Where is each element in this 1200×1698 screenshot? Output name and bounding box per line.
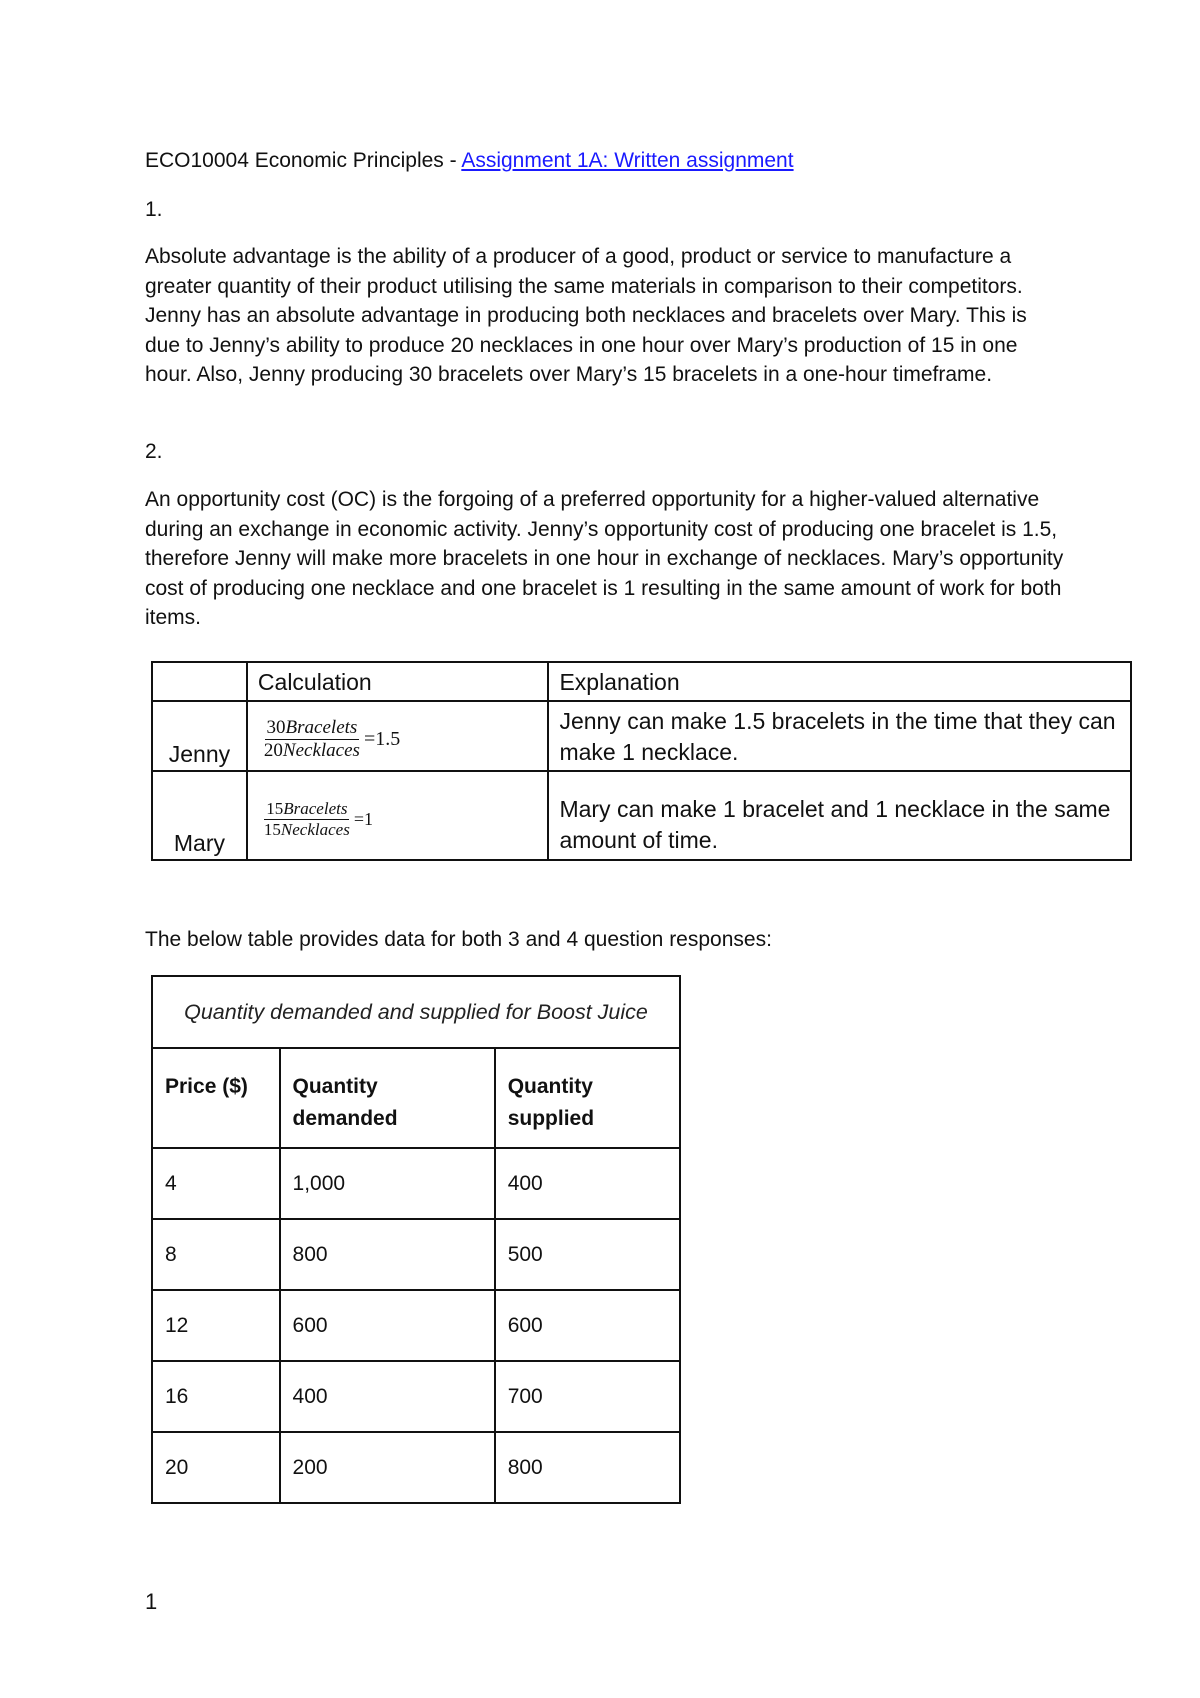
demanded-cell: 600 [280, 1290, 495, 1361]
demanded-cell: 800 [280, 1219, 495, 1290]
fraction-denominator: 20Necklaces [263, 740, 360, 761]
price-cell: 8 [152, 1219, 280, 1290]
table-header-row [152, 1048, 680, 1148]
table-row [152, 1148, 680, 1219]
header-cell-empty [152, 662, 247, 701]
question-2-number: 2. [145, 440, 163, 463]
supplied-cell: 700 [495, 1361, 680, 1432]
table-caption: Quantity demanded and supplied for Boost Juice [152, 976, 680, 1048]
fraction [262, 717, 400, 762]
table-row [152, 1290, 680, 1361]
fraction-numerator: 15Bracelets [266, 799, 348, 818]
supplied-cell: 500 [495, 1219, 680, 1290]
table-row [152, 771, 1131, 860]
demanded-cell: 1,000 [280, 1148, 495, 1219]
price-cell: 4 [152, 1148, 280, 1219]
table-row [152, 1432, 680, 1503]
price-cell: 20 [152, 1432, 280, 1503]
explanation-cell: Jenny can make 1.5 bracelets in the time that they can make 1 necklace. [548, 701, 1131, 771]
document-header [145, 147, 794, 175]
header-cell-quantity-supplied: Quantity supplied [495, 1048, 680, 1148]
course-title: ECO10004 Economic Principles - [145, 149, 462, 172]
fraction-result: =1.5 [363, 728, 401, 750]
question-1-paragraph: Absolute advantage is the ability of a producer of a good, product or service to manufacture a greater quantity of their product utilising the same materials in comparison to their competitors. Jenny has an absolute advantage in producing both necklaces and bracelets over Mary. This is due to Jenny’s ability to produce 20 necklaces in one hour over Mary’s production of 15 in one hour. Also, Jenny producing 30 bracelets over Mary’s 15 bracelets in a one-hour timeframe. [145, 245, 1027, 386]
boost-juice-table [151, 975, 681, 1504]
opportunity-cost-table [151, 661, 1132, 861]
header-cell-price: Price ($) [152, 1048, 280, 1148]
supplied-cell: 400 [495, 1148, 680, 1219]
assignment-link[interactable]: Assignment 1A: Written assignment [461, 149, 794, 172]
fraction-result: =1 [353, 809, 373, 829]
demanded-cell: 400 [280, 1361, 495, 1432]
supplied-cell: 800 [495, 1432, 680, 1503]
table-intro-text: The below table provides data for both 3 and 4 question responses: [145, 928, 772, 951]
price-cell: 12 [152, 1290, 280, 1361]
fraction-numerator: 30Bracelets [266, 717, 358, 738]
demanded-cell: 200 [280, 1432, 495, 1503]
fraction [262, 799, 373, 840]
producer-name: Jenny [152, 701, 247, 771]
producer-name: Mary [152, 771, 247, 860]
table-row [152, 1219, 680, 1290]
explanation-cell: Mary can make 1 bracelet and 1 necklace in the same amount of time. [548, 771, 1131, 860]
header-cell-calculation: Calculation [247, 662, 549, 701]
calculation-cell [247, 701, 549, 771]
caption-row [152, 976, 680, 1048]
calculation-cell [247, 771, 549, 860]
fraction-denominator: 15Necklaces [263, 820, 350, 839]
table-row [152, 1361, 680, 1432]
question-1-number: 1. [145, 198, 163, 221]
table-row [152, 701, 1131, 771]
header-cell-quantity-demanded: Quantity demanded [280, 1048, 495, 1148]
page-number: 1 [145, 1589, 158, 1614]
price-cell: 16 [152, 1361, 280, 1432]
header-cell-explanation: Explanation [548, 662, 1131, 701]
table-header-row [152, 662, 1131, 701]
supplied-cell: 600 [495, 1290, 680, 1361]
question-2-paragraph: An opportunity cost (OC) is the forgoing of a preferred opportunity for a higher-valued alternative during an exchange in economic activity. Jenny’s opportunity cost of producing one bracelet is 1.5, therefore Jenny will make more bracelets in one hour in exchange of necklaces. Mary’s opportunity cost of producing one necklace and one bracelet is 1 resulting in the same amount of work for both items. [145, 488, 1064, 629]
